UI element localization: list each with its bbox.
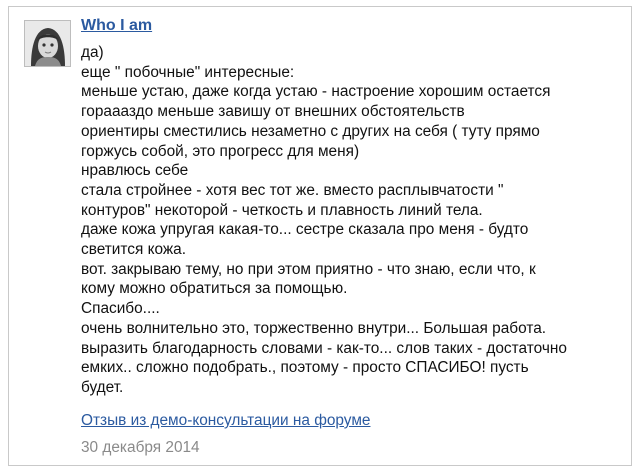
avatar-portrait xyxy=(25,21,70,66)
review-card xyxy=(8,6,632,466)
review-text xyxy=(81,43,621,398)
review-text-line: даже кожа упругая какая-то... сестре сказала про меня - будто xyxy=(81,221,529,239)
review-text-line: контуров" некоторой - четкость и плавность линий тела. xyxy=(81,201,483,219)
review-text-line: емких.. сложно подобрать., поэтому - просто СПАСИБО! пусть xyxy=(81,359,529,377)
review-text-line: кому можно обратиться за помощью. xyxy=(81,280,348,298)
review-text-line: гораааздо меньше завишу от внешних обстоятельств xyxy=(81,103,465,121)
author-name-link[interactable]: Who I am xyxy=(81,17,153,34)
review-text-line: очень волнительно это, торжественно внутри... Большая работа. xyxy=(81,319,547,337)
review-text-line: стала стройнее - хотя вес тот же. вместо расплывчатости " xyxy=(81,181,504,199)
review-text-line: светится кожа. xyxy=(81,241,186,259)
forum-source-link[interactable]: Отзыв из демо-консультации на форуме xyxy=(81,412,371,429)
review-date: 30 декабря 2014 xyxy=(81,439,200,456)
user-avatar-icon[interactable] xyxy=(24,20,71,67)
review-text-line: нравлюсь себе xyxy=(81,162,189,180)
review-text-line: еще " побочные" интересные: xyxy=(81,63,295,81)
review-text-line: выразить благодарность словами - как-то... слов таких - достаточно xyxy=(81,339,567,357)
review-text-line: будет. xyxy=(81,378,124,396)
review-text-line: да) xyxy=(81,44,104,61)
review-text-line: вот. закрываю тему, но при этом приятно - что знаю, если что, к xyxy=(81,260,536,278)
review-text-line: меньше устаю, даже когда устаю - настроение хорошим остается xyxy=(81,83,551,101)
review-text-line: горжусь собой, это прогресс для меня) xyxy=(81,142,360,160)
review-text-line: Спасибо.... xyxy=(81,300,160,318)
review-text-line: ориентиры сместились незаметно с других на себя ( туту прямо xyxy=(81,122,540,140)
